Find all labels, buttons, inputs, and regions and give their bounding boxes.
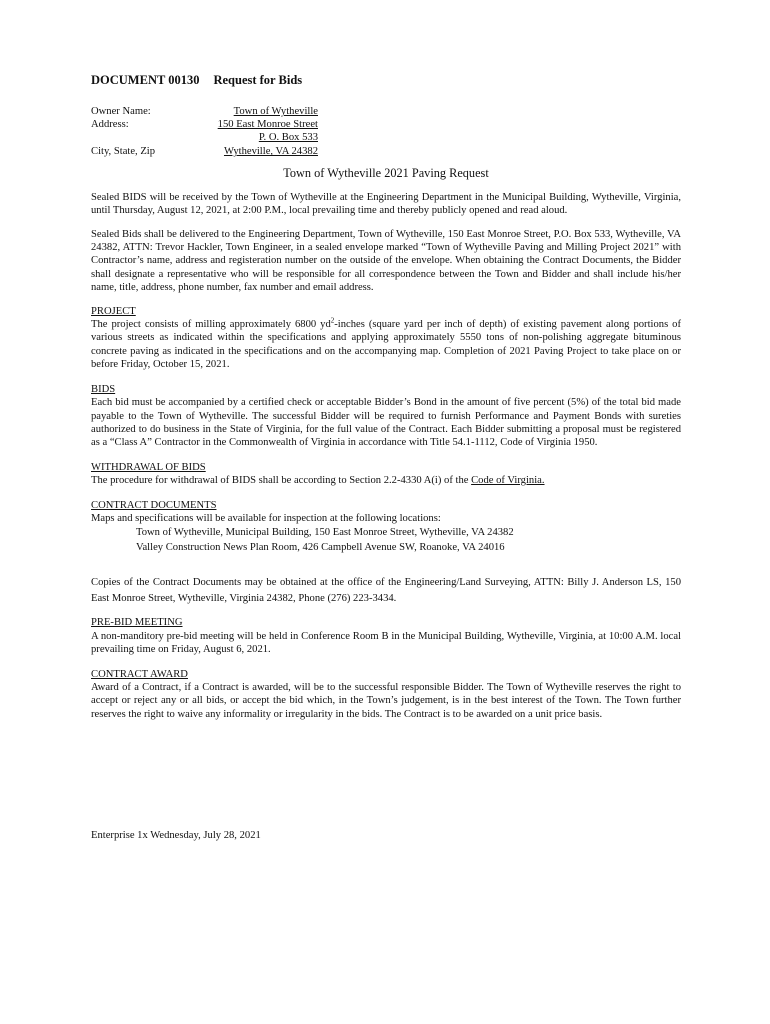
location-2: Valley Construction News Plan Room, 426 Campbell Avenue SW, Roanoke, VA 24016 bbox=[136, 542, 505, 554]
project-section bbox=[91, 305, 681, 372]
document-title: Request for Bids bbox=[213, 73, 303, 87]
project-superscript: 2 bbox=[330, 316, 335, 325]
address-line2: P. O. Box 533 bbox=[258, 132, 318, 144]
award-section bbox=[91, 668, 681, 722]
withdrawal-heading: WITHDRAWAL OF BIDS bbox=[91, 461, 206, 473]
withdrawal-text bbox=[91, 474, 681, 487]
contract-documents-text: Maps and specifications will be available for inspection at the following locations: bbox=[91, 512, 441, 524]
intro-paragraph-1: Sealed BIDS will be received by the Town of Wytheville at the Engineering Department in the Municipal Building, Wytheville, Virginia, until Thursday, August 12, 2021, at 2:00 P.M., local prevailing time and thereby publicly opened and read aloud. bbox=[91, 191, 681, 217]
withdrawal-section bbox=[91, 461, 681, 488]
project-text-b: -inches (square yard per inch of depth) of existing pavement along portions of various streets as indicated within the specifications and applying approximately 5550 tons of non-polishing aggregate bituminous concrete paving as indicated in the specifications and on the accompanying map. Completion of 2021 Paving Project to take place on or before Friday, October 15, 2021. bbox=[91, 319, 682, 371]
address-line1: 150 East Monroe Street bbox=[217, 119, 318, 131]
code-of-virginia-reference: Code of Virginia. bbox=[471, 475, 545, 487]
owner-name-value: Town of Wytheville bbox=[233, 106, 318, 118]
award-heading: CONTRACT AWARD bbox=[91, 668, 188, 680]
bids-text: Each bid must be accompanied by a certified check or acceptable Bidder’s Bond in the amount of five percent (5%) of the total bid made payable to the Town of Wytheville. The successful Bidder will be required to furnish Performance and Payment Bonds with sureties authorized to do business in the State of Virginia, for the full value of the Contract. Each Bidder submitting a proposal must be registered as a “Class A” Contractor in the Commonwealth of Virginia in accordance with Title 54.1-1112, Code of Virginia 1950. bbox=[91, 397, 681, 449]
project-text bbox=[91, 318, 681, 372]
document-header bbox=[91, 74, 681, 87]
project-text-a: The project consists of milling approximately 6800 yd bbox=[91, 319, 331, 331]
owner-name-label: Owner Name: bbox=[91, 106, 151, 118]
project-heading: PROJECT bbox=[91, 305, 136, 317]
award-text: Award of a Contract, if a Contract is awarded, will be to the successful responsible Bidder. The Town of Wytheville reserves the right to accept or reject any or all bids, or accept the bid which, in the Town’s judgement, is in the best interest of the Town. The Town further reserves the right to waive any informality or irregularity in the bids. The Contract is to be awarded on a unit price basis. bbox=[91, 681, 681, 720]
owner-block bbox=[91, 105, 681, 157]
location-1: Town of Wytheville, Municipal Building, 150 East Monroe Street, Wytheville, VA 24382 bbox=[136, 527, 514, 539]
publication-footer: Enterprise 1x Wednesday, July 28, 2021 bbox=[91, 830, 261, 841]
intro-paragraph-2: Sealed Bids shall be delivered to the Engineering Department, Town of Wytheville, 150 East Monroe Street, P.O. Box 533, Wytheville, VA 24382, ATTN: Trevor Hackler, Town Engineer, in a sealed envelope marked “Town of Wytheville Paving and Milling Project 2021” with Contractor’s name, address and registeration number on the outside of the envelope. When obtaining the Contract Documents, the Bidder shall designate a representative who will be responsible for all correspondence between the Town and Bidder and shall include his/her name, title, address, phone number, fax number and email address. bbox=[91, 228, 681, 294]
contract-documents-heading: CONTRACT DOCUMENTS bbox=[91, 499, 217, 511]
prebid-section bbox=[91, 616, 681, 656]
withdrawal-text-main: The procedure for withdrawal of BIDS shall be according to Section 2.2-4330 A(i) of the bbox=[91, 475, 472, 487]
copies-text: Copies of the Contract Documents may be obtained at the office of the Engineering/Land Surveying, ATTN: Billy J. Anderson LS, 150 East Monroe Street, Wytheville, Virginia 24382, Phone (276) 223-3434. bbox=[91, 577, 681, 604]
address-label: Address: bbox=[91, 119, 129, 131]
prebid-heading: PRE-BID MEETING bbox=[91, 617, 183, 629]
city-value: Wytheville, VA 24382 bbox=[223, 146, 318, 158]
bids-section bbox=[91, 383, 681, 450]
request-title: Town of Wytheville 2021 Paving Request bbox=[283, 166, 489, 181]
document-body bbox=[91, 74, 681, 732]
prebid-text: A non-manditory pre-bid meeting will be held in Conference Room B in the Municipal Building, Wytheville, Virginia, at 10:00 A.M. local prevailing time on Friday, August 6, 2021. bbox=[91, 630, 681, 656]
contract-documents-section bbox=[91, 499, 681, 556]
city-label: City, State, Zip bbox=[91, 146, 156, 158]
bids-heading: BIDS bbox=[91, 383, 116, 395]
document-number: DOCUMENT 00130 bbox=[91, 73, 200, 87]
